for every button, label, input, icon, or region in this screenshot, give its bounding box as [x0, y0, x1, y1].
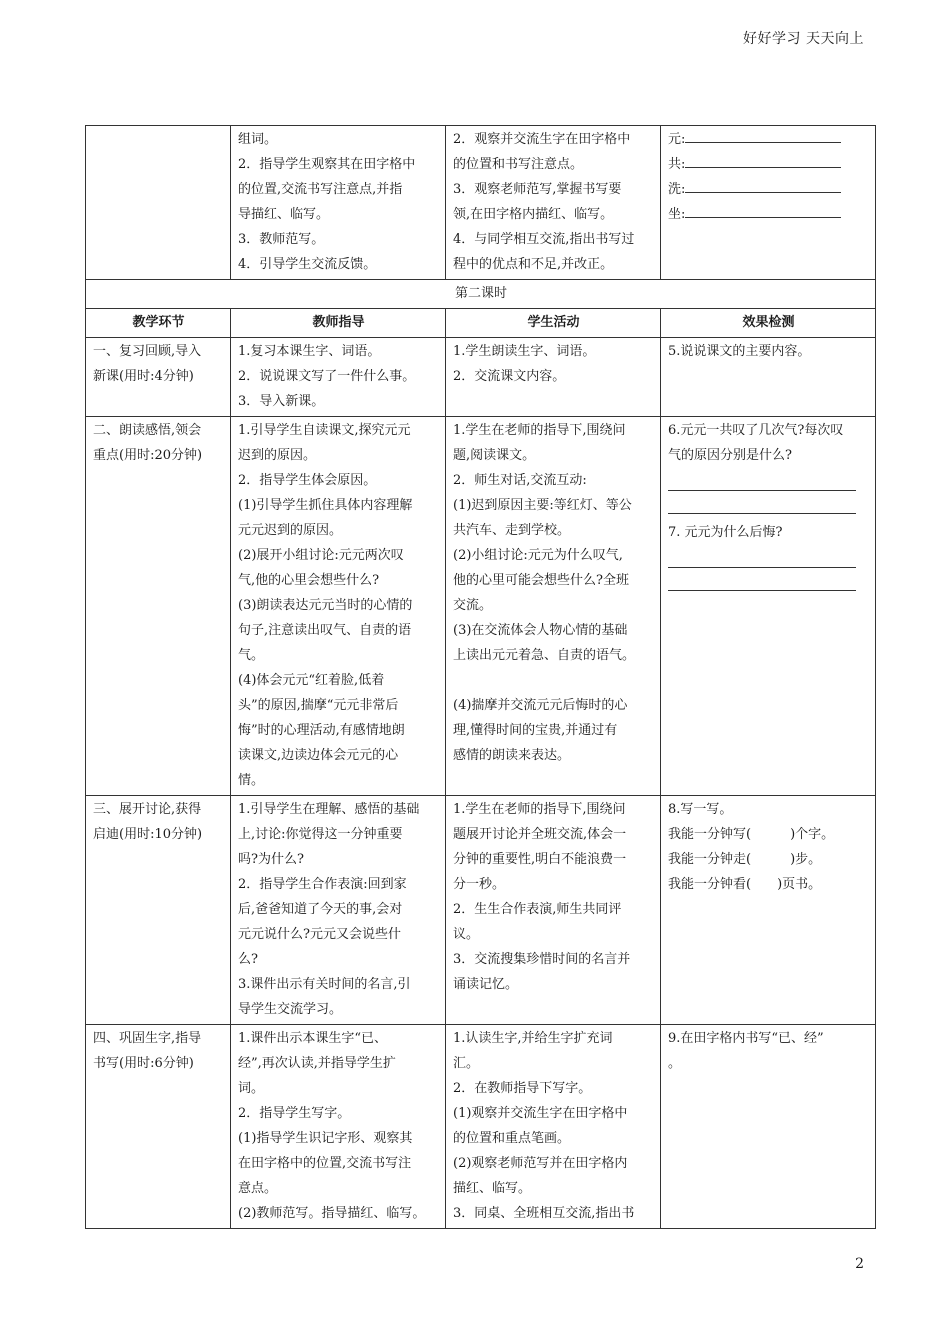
- text-line: 诵读记忆。: [453, 977, 519, 992]
- fill-label: 共:: [668, 157, 686, 172]
- text-line: 句子,注意读出叹气、自责的语: [238, 623, 412, 638]
- text-line: (1)观察并交流生字在田字格中: [453, 1106, 628, 1121]
- text-line: 4．引导学生交流反馈。: [238, 257, 377, 272]
- text-line: 1.学生在老师的指导下,围绕问: [453, 802, 626, 817]
- text-line: 他的心里可能会想些什么?全班: [453, 573, 629, 588]
- text-line: 感情的朗读来表达。: [453, 748, 571, 763]
- text-line: 题,阅读课文。: [453, 448, 536, 463]
- check-cell: [661, 417, 876, 796]
- section-title-row: [86, 280, 876, 309]
- check-cell: [661, 338, 876, 417]
- text-line: (1)引导学生抓住具体内容理解: [238, 498, 413, 513]
- teacher-cell: [231, 126, 446, 280]
- text-line: 启迪(用时:10分钟): [93, 827, 203, 842]
- text-line: (1)指导学生识记字形、观察其: [238, 1131, 413, 1146]
- fill-row: [668, 202, 869, 227]
- text-line: 三、展开讨论,获得: [93, 802, 202, 817]
- text-line: 头”的原因,揣摩“元元非常后: [238, 698, 399, 713]
- text-line: 共汽车、走到学校。: [453, 523, 571, 538]
- blank-line[interactable]: [685, 178, 841, 193]
- text-line: 1.引导学生在理解、感悟的基础: [238, 802, 420, 817]
- text-line: (2)教师范写。指导描红、临写。: [238, 1206, 426, 1221]
- text-line: (1)迟到原因主要:等红灯、等公: [453, 498, 632, 513]
- text-line: 气。: [238, 648, 265, 663]
- text-line: 导描红、临写。: [238, 207, 330, 222]
- stage-cell-empty: [86, 126, 231, 280]
- student-cell: [446, 126, 661, 280]
- text-line: 我能一分钟走( )步。: [668, 852, 822, 867]
- text-line: 8.写一写。: [668, 802, 733, 817]
- text-line: 上读出元元着急、自责的语气。: [453, 648, 636, 663]
- text-line: 上,讨论:你觉得这一分钟重要: [238, 827, 403, 842]
- text-line: 2．师生对话,交流互动:: [453, 473, 587, 488]
- page-number: 2: [855, 1256, 864, 1272]
- fill-label: 洗:: [668, 182, 686, 197]
- table-row: [86, 417, 876, 796]
- text-line: 3．同桌、全班相互交流,指出书: [453, 1206, 635, 1221]
- text-line: 1.学生朗读生字、词语。: [453, 344, 596, 359]
- stage-cell: [86, 1025, 231, 1229]
- text-line: 3.课件出示有关时间的名言,引: [238, 977, 411, 992]
- text-line: 的位置,交流书写注意点,并指: [238, 182, 403, 197]
- text-line: 描红、临写。: [453, 1181, 532, 1196]
- check-cell: [661, 126, 876, 280]
- answer-line[interactable]: [668, 474, 856, 491]
- text-line: 么?: [238, 952, 258, 967]
- text-line: 吗?为什么?: [238, 852, 304, 867]
- text-line: 情。: [238, 773, 265, 788]
- lesson-plan-table: [85, 125, 876, 1229]
- text-line: 2．指导学生体会原因。: [238, 473, 377, 488]
- text-line: 组词。: [238, 132, 278, 147]
- text-line: 新课(用时:4分钟): [93, 369, 194, 384]
- table-header-row: [86, 309, 876, 338]
- text-line: 3．交流搜集珍惜时间的名言并: [453, 952, 631, 967]
- text-line: 气的原因分别是什么?: [668, 448, 792, 463]
- fill-row: [668, 127, 869, 152]
- text-line: 2．生生合作表演,师生共同评: [453, 902, 622, 917]
- table-row-continued: [86, 126, 876, 280]
- text-line: 2．指导学生合作表演:回到家: [238, 877, 407, 892]
- text-line: (4)体会元元“红着脸,低着: [238, 673, 385, 688]
- text-line: 元元迟到的原因。: [238, 523, 343, 538]
- student-cell: [446, 417, 661, 796]
- text-line: 2．说说课文写了一件什么事。: [238, 369, 416, 384]
- text-line: 9.在田字格内书写“已、经”: [668, 1031, 824, 1046]
- text-line: 4．与同学相互交流,指出书写过: [453, 232, 635, 247]
- text-line: 迟到的原因。: [238, 448, 317, 463]
- text-line: 1.引导学生自读课文,探究元元: [238, 423, 411, 438]
- column-header: 学生活动: [446, 309, 661, 338]
- fill-label: 坐:: [668, 207, 686, 222]
- column-header: 教师指导: [231, 309, 446, 338]
- stage-cell: [86, 796, 231, 1025]
- text-line: (4)揣摩并交流元元后悔时的心: [453, 698, 628, 713]
- text-line: [453, 668, 654, 693]
- text-line: 后,爸爸知道了今天的事,会对: [238, 902, 403, 917]
- answer-line[interactable]: [668, 551, 856, 568]
- text-line: 2．指导学生写字。: [238, 1106, 351, 1121]
- text-line: 四、巩固生字,指导: [93, 1031, 202, 1046]
- text-line: 重点(用时:20分钟): [93, 448, 203, 463]
- text-line: (2)小组讨论:元元为什么叹气,: [453, 548, 623, 563]
- text-line: 6.元元一共叹了几次气?每次叹: [668, 423, 844, 438]
- text-line: 的位置和书写注意点。: [453, 157, 584, 172]
- text-line: 分一秒。: [453, 877, 506, 892]
- blank-line[interactable]: [685, 153, 841, 168]
- answer-line[interactable]: [668, 497, 856, 514]
- text-line: 3．导入新课。: [238, 394, 325, 409]
- table-row: [86, 338, 876, 417]
- column-header: 效果检测: [661, 309, 876, 338]
- text-line: 1.课件出示本课生字“已、: [238, 1031, 388, 1046]
- blank-line[interactable]: [685, 203, 841, 218]
- stage-cell: [86, 417, 231, 796]
- text-line: (2)展开小组讨论:元元两次叹: [238, 548, 404, 563]
- text-line: 。: [668, 1056, 682, 1071]
- text-line: 程中的优点和不足,并改正。: [453, 257, 614, 272]
- text-line: 交流。: [453, 598, 493, 613]
- text-line: 1.认读生字,并给生字扩充词: [453, 1031, 613, 1046]
- text-line: 理,懂得时间的宝贵,并通过有: [453, 723, 618, 738]
- text-line: 3．观察老师范写,掌握书写要: [453, 182, 622, 197]
- text-line: 7. 元元为什么后悔?: [668, 525, 783, 540]
- text-line: 导学生交流学习。: [238, 1002, 343, 1017]
- text-line: 元元说什么?元元又会说些什: [238, 927, 401, 942]
- text-line: 的位置和重点笔画。: [453, 1131, 571, 1146]
- text-line: 气,他的心里会想些什么?: [238, 573, 380, 588]
- text-line: 议。: [453, 927, 480, 942]
- text-line: (3)在交流体会人物心情的基础: [453, 623, 628, 638]
- text-line: 题展开讨论并全班交流,体会一: [453, 827, 627, 842]
- teacher-cell: [231, 796, 446, 1025]
- text-line: 汇。: [453, 1056, 480, 1071]
- text-line: 意点。: [238, 1181, 278, 1196]
- text-line: (2)观察老师范写并在田字格内: [453, 1156, 628, 1171]
- text-line: 我能一分钟看( )页书。: [668, 877, 822, 892]
- fill-label: 元:: [668, 132, 686, 147]
- text-line: 1.复习本课生字、词语。: [238, 344, 381, 359]
- column-header: 教学环节: [86, 309, 231, 338]
- text-line: 读课文,边读边体会元元的心: [238, 748, 399, 763]
- student-cell: [446, 1025, 661, 1229]
- table-row: [86, 1025, 876, 1229]
- text-line: 一、复习回顾,导入: [93, 344, 202, 359]
- text-line: 二、朗读感悟,领会: [93, 423, 202, 438]
- blank-line[interactable]: [685, 128, 841, 143]
- text-line: 在田字格中的位置,交流书写注: [238, 1156, 412, 1171]
- table-row: [86, 796, 876, 1025]
- teacher-cell: [231, 338, 446, 417]
- header-text: 好好学习 天天向上: [743, 31, 864, 47]
- text-line: 2．交流课文内容。: [453, 369, 566, 384]
- text-line: (3)朗读表达元元当时的心情的: [238, 598, 413, 613]
- section-title: 第二课时: [86, 280, 876, 309]
- text-line: 3．教师范写。: [238, 232, 325, 247]
- teacher-cell: [231, 417, 446, 796]
- text-line: 经”,再次认读,并指导学生扩: [238, 1056, 396, 1071]
- text-line: 1.学生在老师的指导下,围绕问: [453, 423, 626, 438]
- text-line: 我能一分钟写( )个字。: [668, 827, 835, 842]
- check-cell: [661, 796, 876, 1025]
- text-line: 分钟的重要性,明白不能浪费一: [453, 852, 627, 867]
- text-line: 5.说说课文的主要内容。: [668, 344, 811, 359]
- text-line: 书写(用时:6分钟): [93, 1056, 194, 1071]
- check-cell: [661, 1025, 876, 1229]
- text-line: 2．指导学生观察其在田字格中: [238, 157, 416, 172]
- stage-cell: [86, 338, 231, 417]
- text-line: 领,在田字格内描红、临写。: [453, 207, 614, 222]
- text-line: 2．观察并交流生字在田字格中: [453, 132, 631, 147]
- student-cell: [446, 338, 661, 417]
- fill-row: [668, 177, 869, 202]
- text-line: 悔”时的心理活动,有感情地朗: [238, 723, 405, 738]
- fill-row: [668, 152, 869, 177]
- teacher-cell: [231, 1025, 446, 1229]
- text-line: 2．在教师指导下写字。: [453, 1081, 592, 1096]
- text-line: 词。: [238, 1081, 265, 1096]
- student-cell: [446, 796, 661, 1025]
- answer-line[interactable]: [668, 574, 856, 591]
